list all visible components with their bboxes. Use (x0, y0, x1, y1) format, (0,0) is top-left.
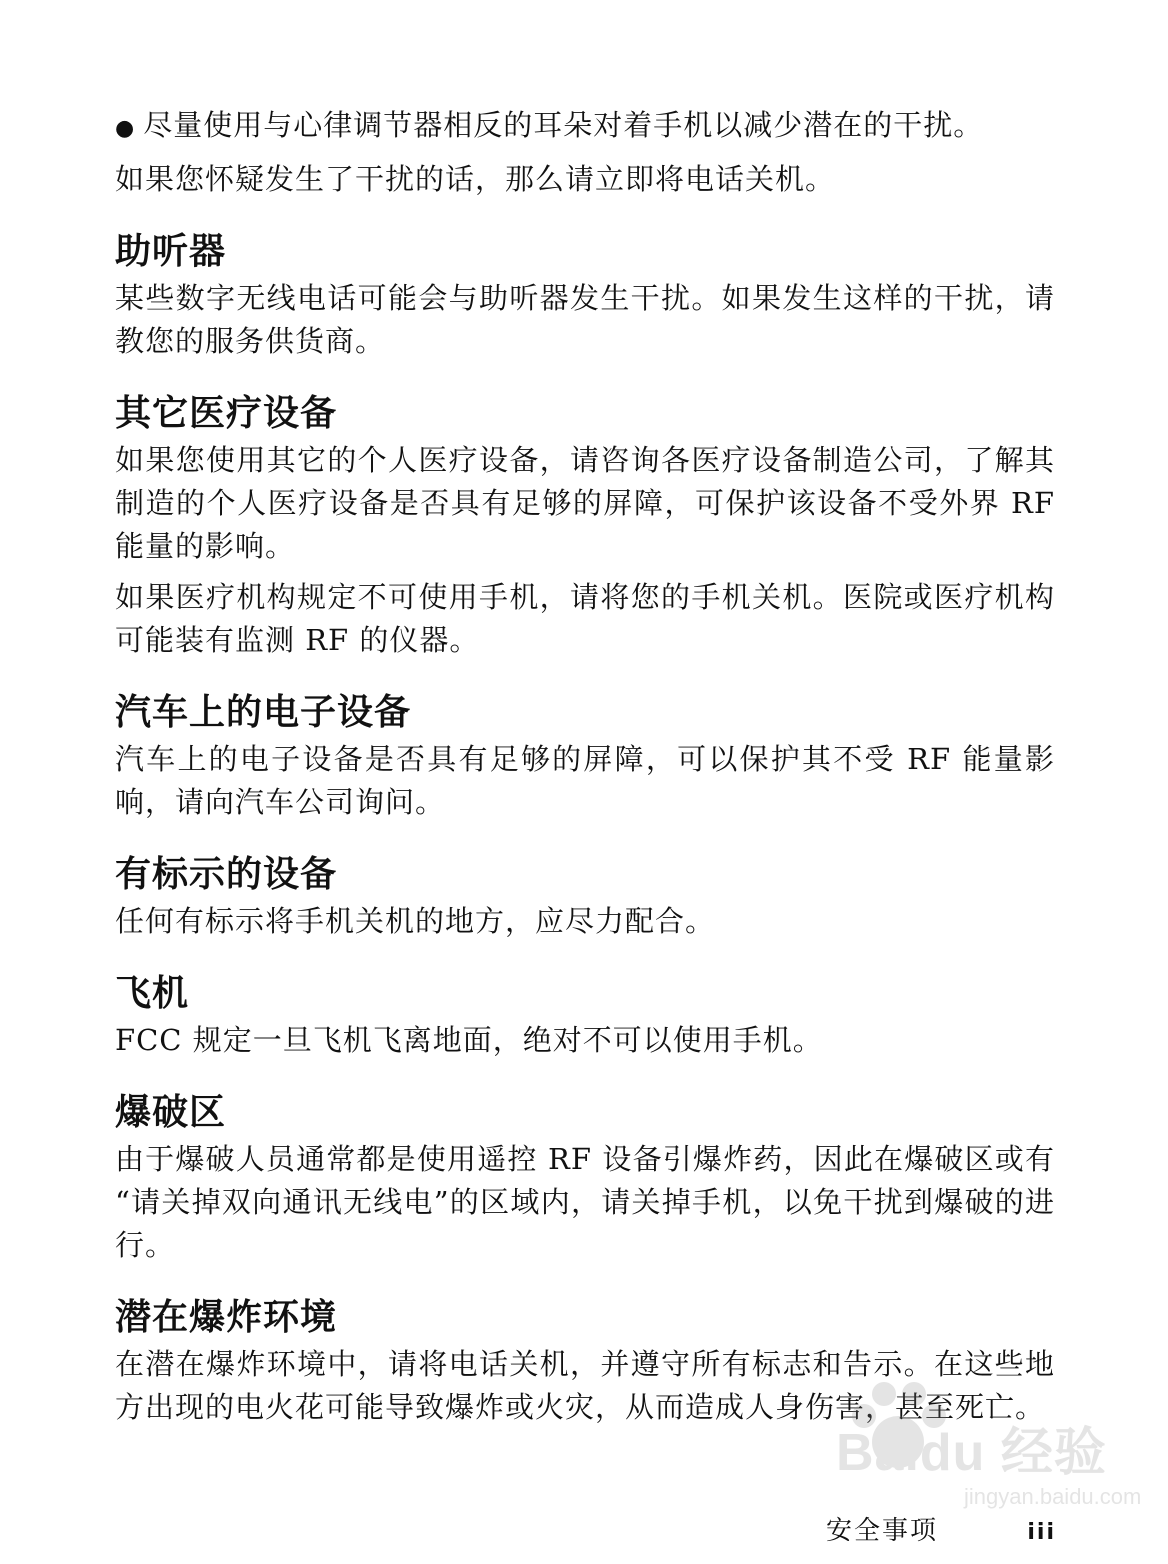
section-vehicle-electronics (115, 690, 1055, 824)
section-hearing-aids (115, 229, 1055, 363)
section-heading: 潜在爆炸环境 (115, 1297, 338, 1338)
section-paragraph: 在潜在爆炸环境中，请将电话关机，并遵守所有标志和告示。在这些地方出现的电火花可能导致爆炸或火灾，从而造成人身伤害，甚至死亡。 (115, 1347, 1055, 1424)
watermark-logo-text: Baidu 经验 (836, 1424, 1107, 1482)
section-heading: 助听器 (115, 231, 227, 272)
intro-note: 如果您怀疑发生了干扰的话，那么请立即将电话关机。 (115, 162, 836, 196)
section-aircraft (115, 971, 1055, 1062)
bullet-text: 尽量使用与心律调节器相反的耳朵对着手机以减少潜在的干扰。 (143, 108, 984, 142)
section-paragraph: FCC 规定一旦飞机飞离地面，绝对不可以使用手机。 (115, 1023, 823, 1057)
section-heading: 其它医疗设备 (115, 393, 338, 434)
page-footer (826, 1510, 1056, 1547)
footer-section-title: 安全事项 (826, 1516, 939, 1546)
bullet-icon: ● (115, 116, 136, 141)
section-paragraph: 由于爆破人员通常都是使用遥控 RF 设备引爆炸药，因此在爆破区或有 “请关掉双向通讯无线电”的区域内，请关掉手机，以免干扰到爆破的进行。 (115, 1142, 1055, 1262)
watermark-url: jingyan.baidu.com (964, 1484, 1142, 1509)
document-body (115, 104, 1055, 1429)
section-paragraph: 汽车上的电子设备是否具有足够的屏障，可以保护其不受 RF 能量影响，请向汽车公司询问。 (115, 742, 1055, 819)
section-heading: 飞机 (115, 973, 190, 1014)
section-paragraph: 某些数字无线电话可能会与助听器发生干扰。如果发生这样的干扰，请教您的服务供货商。 (115, 281, 1055, 358)
section-heading: 汽车上的电子设备 (115, 692, 412, 733)
section-paragraph: 任何有标示将手机关机的地方，应尽力配合。 (115, 904, 716, 938)
section-other-medical-devices (115, 391, 1055, 662)
page-number: iii (1027, 1520, 1056, 1545)
section-heading: 有标示的设备 (115, 854, 338, 895)
section-blasting-areas (115, 1090, 1055, 1267)
bullet-item (115, 104, 1055, 150)
section-heading: 爆破区 (115, 1092, 227, 1133)
section-paragraph: 如果医疗机构规定不可使用手机，请将您的手机关机。医院或医疗机构可能装有监测 RF 的仪器。 (115, 580, 1055, 657)
section-explosive-atmospheres (115, 1295, 1055, 1429)
section-posted-facilities (115, 852, 1055, 943)
section-paragraph: 如果您使用其它的个人医疗设备，请咨询各医疗设备制造公司，了解其制造的个人医疗设备是否具有足够的屏障，可保护该设备不受外界 RF 能量的影响。 (115, 443, 1055, 563)
